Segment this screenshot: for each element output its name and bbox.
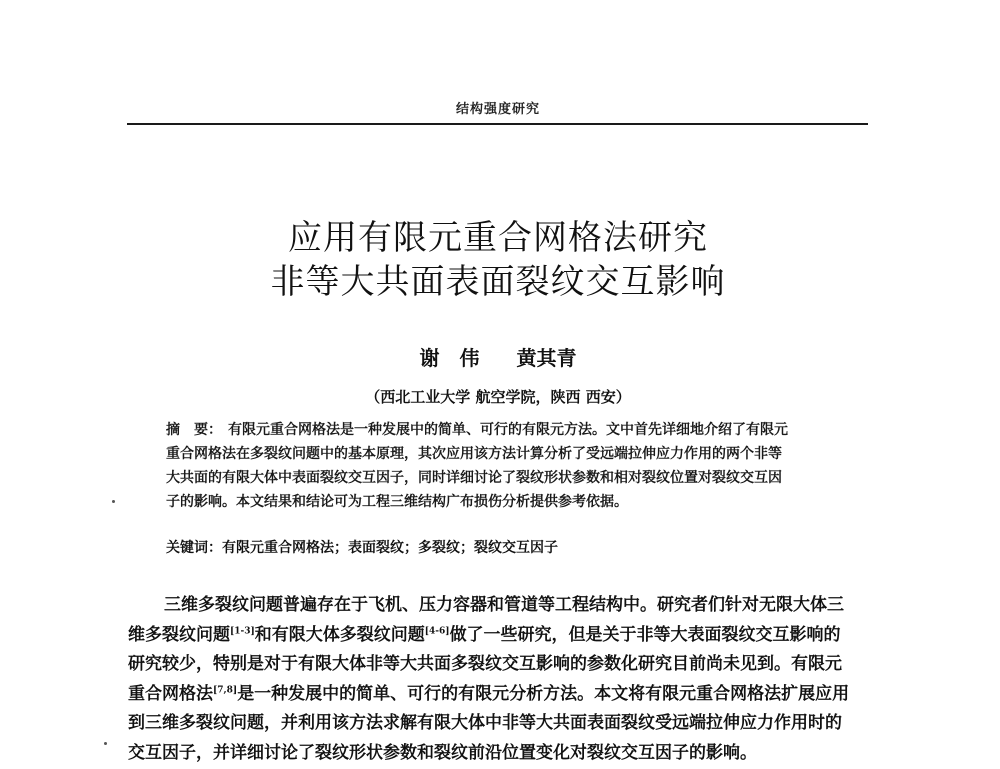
author-list bbox=[128, 342, 868, 371]
running-header: 结构强度研究 bbox=[455, 102, 540, 117]
abstract-text: 有限元重合网格法是一种发展中的简单、可行的有限元方法。文中首先详细地介绍了有限元 bbox=[228, 422, 788, 438]
keywords-label: 关键词： bbox=[166, 540, 222, 556]
body-line bbox=[128, 621, 868, 651]
author-affiliation: （西北工业大学 航空学院，陕西 西安） bbox=[365, 388, 631, 406]
body-line bbox=[128, 680, 868, 710]
body-line: 三维多裂纹问题普遍存在于飞机、压力容器和管道等工程结构中。研究者们针对无限大体三 bbox=[164, 595, 844, 615]
abstract-line: 大共面的有限大体中表面裂纹交互因子，同时详细讨论了裂纹形状参数和相对裂纹位置对裂纹交互因 bbox=[166, 470, 782, 486]
scan-speck bbox=[104, 742, 107, 745]
abstract-line: 子的影响。本文结果和结论可为工程三维结构广布损伤分析提供参考依据。 bbox=[166, 494, 628, 510]
body-text-run: 维多裂纹问题 bbox=[128, 624, 230, 645]
body-text-run: 是一种发展中的简单、可行的有限元分析方法。本文将有限元重合网格法扩展应用 bbox=[237, 683, 850, 704]
citation-ref: [4-6] bbox=[424, 625, 450, 636]
abstract bbox=[166, 418, 846, 514]
author-name: 黄其青 bbox=[516, 346, 577, 370]
abstract-line bbox=[166, 418, 846, 442]
abstract-label: 摘 要： bbox=[166, 422, 222, 438]
body-line: 到三维多裂纹问题，并利用该方法求解有限大体中非等大共面表面裂纹受远端拉伸应力作用时的 bbox=[128, 713, 842, 734]
body-text-run: 重合网格法 bbox=[128, 683, 213, 704]
citation-ref: [7,8] bbox=[213, 685, 238, 696]
abstract-line: 重合网格法在多裂纹问题中的基本原理，其次应用该方法计算分析了受远端拉伸应力作用的两个非等 bbox=[166, 446, 782, 462]
scan-speck bbox=[112, 500, 115, 503]
paper-title-line-1: 应用有限元重合网格法研究 bbox=[288, 218, 708, 258]
author-name: 谢 伟 bbox=[419, 346, 480, 370]
header-rule bbox=[127, 123, 868, 125]
keywords-text: 有限元重合网格法；表面裂纹；多裂纹；裂纹交互因子 bbox=[222, 540, 558, 556]
body-text-run: 和有限大体多裂纹问题 bbox=[254, 624, 425, 645]
body-paragraph bbox=[128, 591, 868, 769]
keywords bbox=[166, 537, 846, 557]
paper-title-line-2: 非等大共面表面裂纹交互影响 bbox=[270, 262, 726, 302]
body-text-run: 做了一些研究，但是关于非等大表面裂纹交互影响的 bbox=[449, 624, 841, 645]
body-line: 研究较少，特别是对于有限大体非等大共面多裂纹交互影响的参数化研究目前尚未见到。有限元 bbox=[128, 654, 842, 675]
body-line: 交互因子，并详细讨论了裂纹形状参数和裂纹前沿位置变化对裂纹交互因子的影响。 bbox=[128, 742, 757, 763]
citation-ref: [1-3] bbox=[230, 625, 255, 636]
